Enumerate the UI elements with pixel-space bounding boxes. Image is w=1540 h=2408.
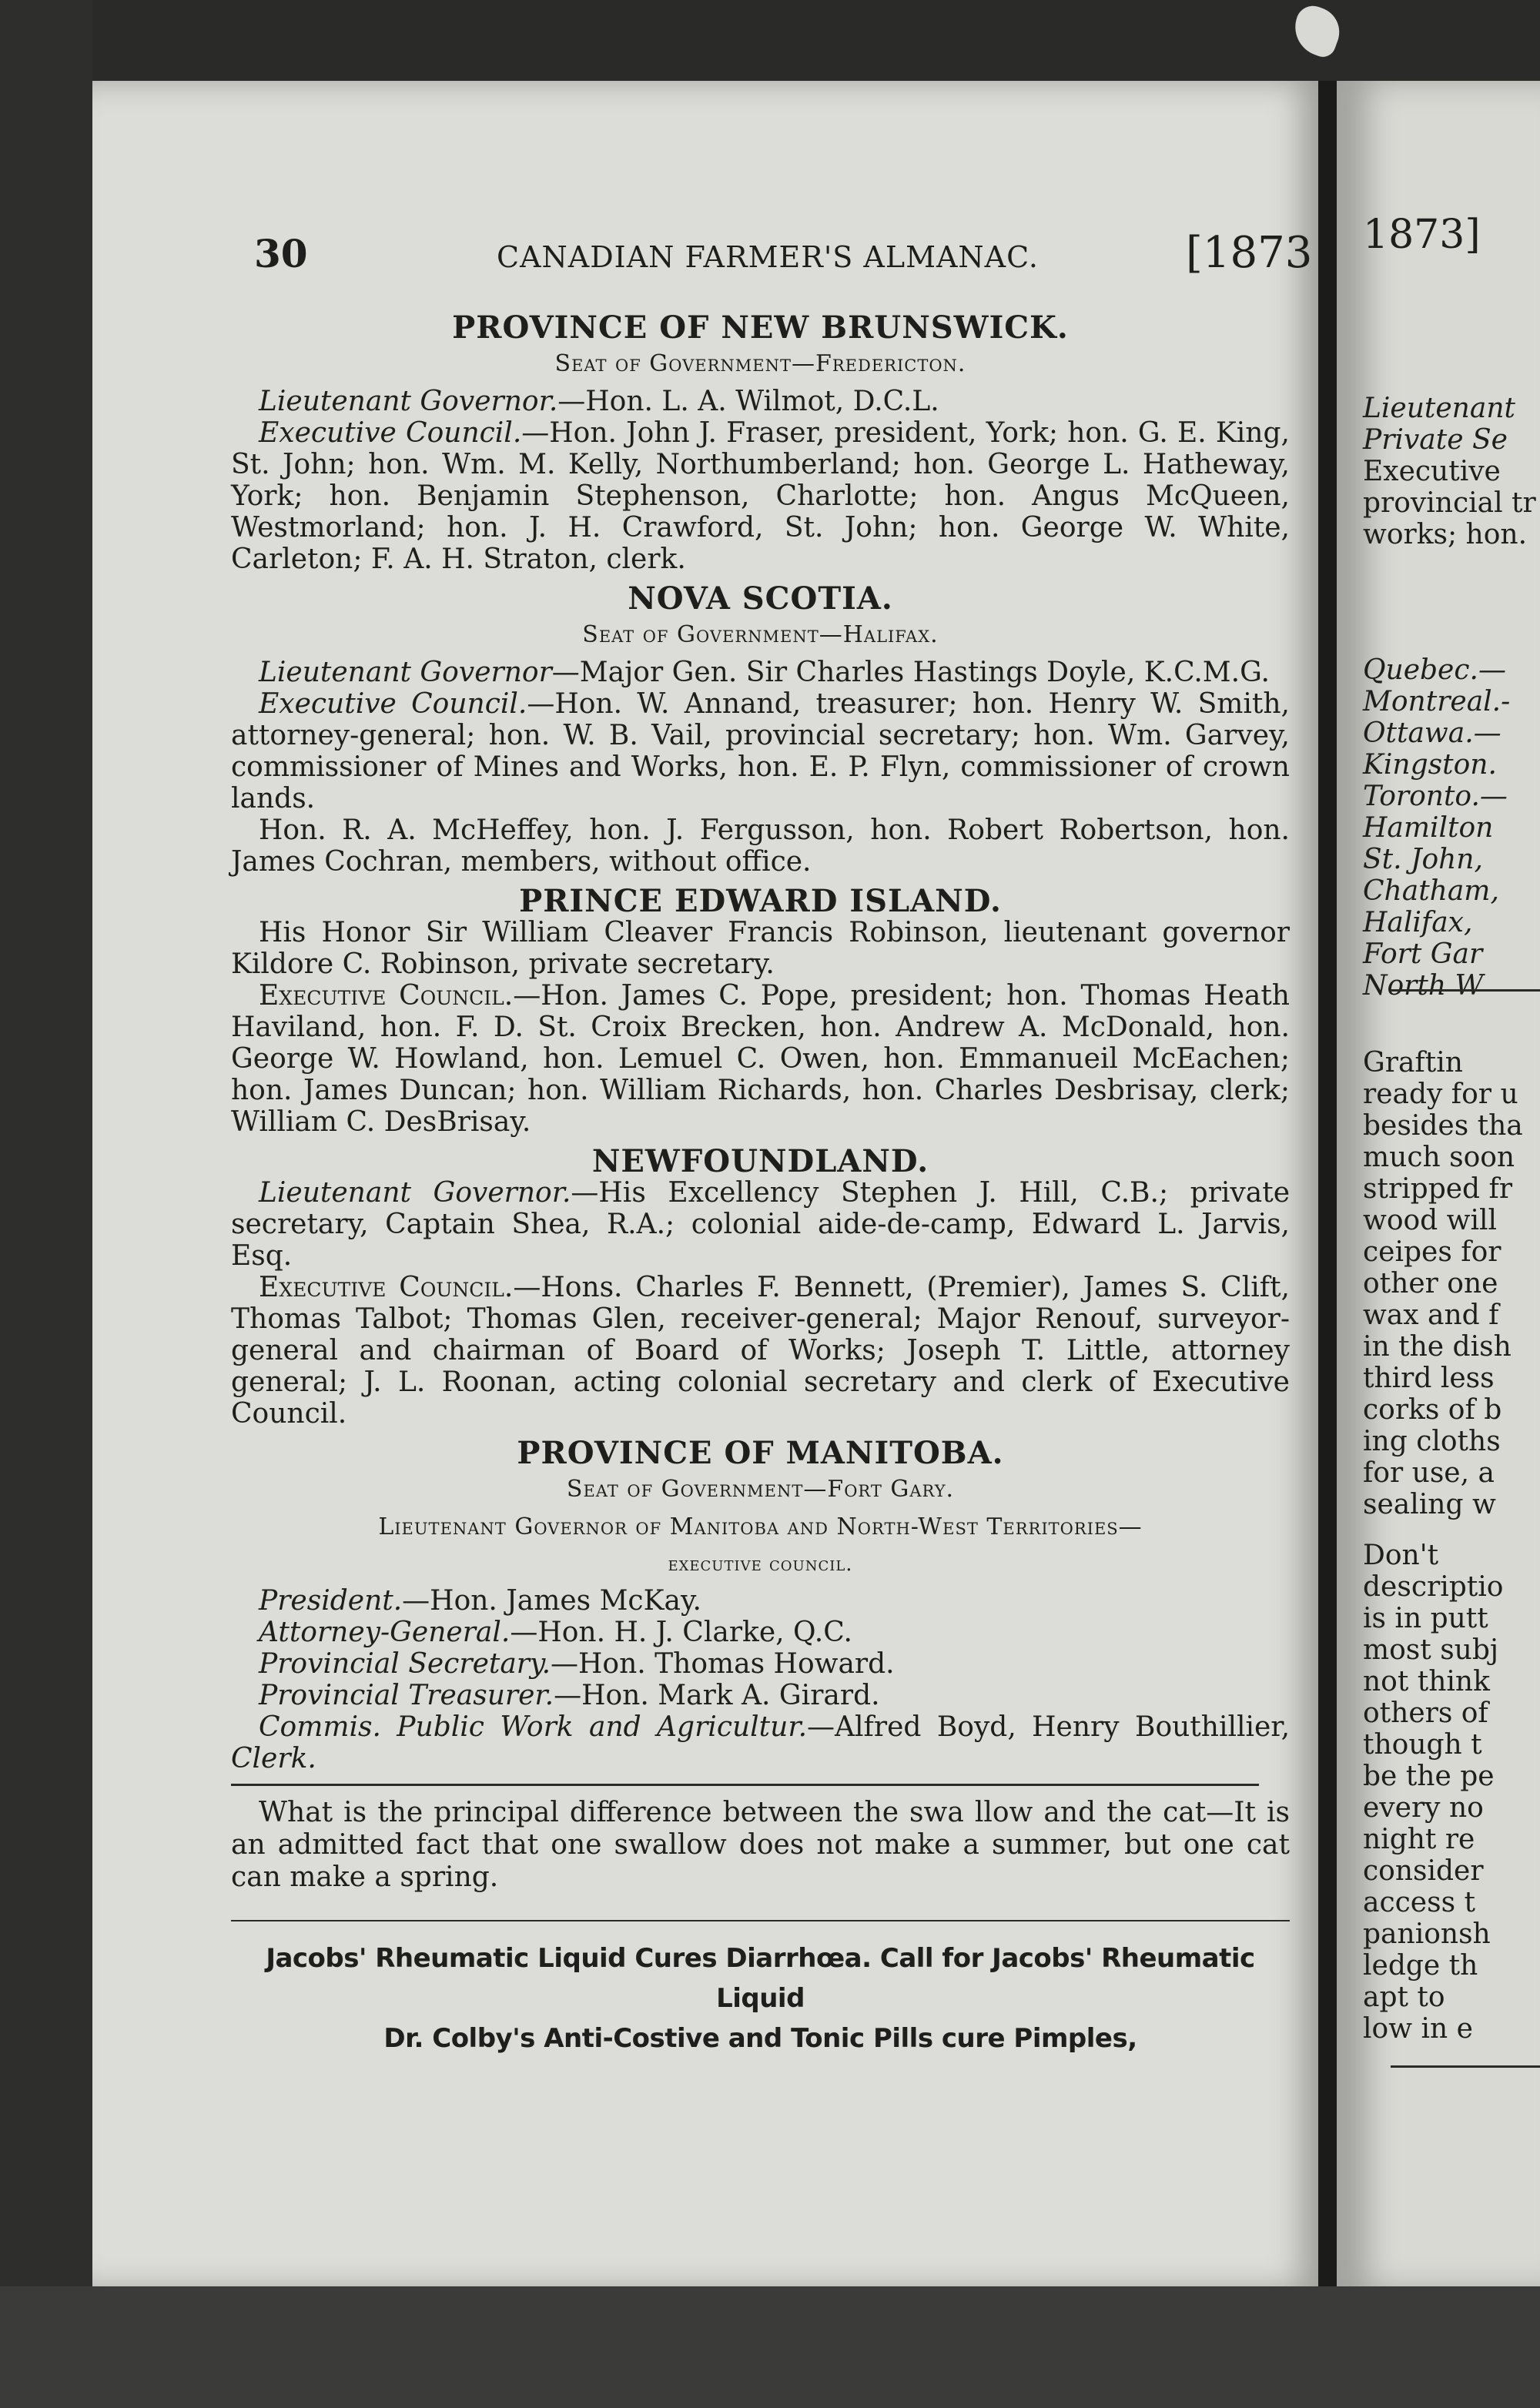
- role-label: Commis. Public Work and Agricultur.: [259, 1711, 808, 1743]
- left-page-content: [231, 309, 1291, 2059]
- right-page-line: apt to: [1363, 1982, 1445, 2013]
- right-page-rule-bottom: [1391, 2065, 1540, 2068]
- paragraph-text: Hon. R. A. McHeffey, hon. J. Fergusson, hon. Robert Robertson, hon. James Cochran, members, without office.: [231, 814, 1290, 878]
- paragraph-text: —His Excellency Stephen J. Hill, C.B.; private secretary, Captain Shea, R.A.; colonial aide-de-camp, Edward L. Jarvis, Esq.: [231, 1177, 1291, 1272]
- paragraph-text: —Hon. W. Annand, treasurer; hon. Henry W. Smith, attorney-general; hon. W. B. Vail, provincial secretary; hon. Wm. Garvey, commissioner of Mines and Works, hon. E. P. Flyn, commissioner of crown lands.: [231, 688, 1290, 814]
- role-label: Lieutenant Governor.: [259, 1177, 571, 1209]
- section-subtitle2: Lieutenant Governor of Manitoba and North-West Territories—: [378, 1513, 1143, 1540]
- role-label: Provincial Treasurer.: [259, 1680, 554, 1711]
- right-page-line: wax and f: [1363, 1299, 1499, 1331]
- paragraph: [231, 1272, 1290, 1430]
- role-label: President.: [259, 1585, 403, 1617]
- paragraph: [231, 657, 1290, 688]
- right-page-line: North W: [1363, 970, 1484, 1002]
- joke: [231, 1797, 1290, 1894]
- right-page-line: Private Se: [1363, 424, 1508, 456]
- right-page-line: Hamilton: [1363, 812, 1494, 844]
- role-label: Executive Council.: [259, 417, 522, 449]
- ad-rule: [231, 1920, 1290, 1921]
- right-page-line: for use, a: [1363, 1457, 1495, 1489]
- paragraph: [231, 1617, 1290, 1648]
- right-page-year: 1873]: [1363, 212, 1481, 258]
- right-page-line: Lieutenant: [1363, 393, 1515, 424]
- paragraph: [231, 1585, 1290, 1617]
- section-title: PROVINCE OF NEW BRUNSWICK.: [452, 309, 1069, 346]
- role-label: Clerk.: [231, 1743, 316, 1774]
- right-page-line: Kingston.: [1363, 749, 1497, 781]
- scan-margin-left: [0, 0, 92, 2408]
- paragraph: [231, 688, 1290, 814]
- running-title: CANADIAN FARMER'S ALMANAC.: [497, 240, 1039, 274]
- right-page-line: night re: [1363, 1824, 1475, 1855]
- book-gutter: [1318, 81, 1337, 2290]
- paragraph: [231, 417, 1290, 575]
- paragraph-text: —Hon. Mark A. Girard.: [554, 1680, 880, 1711]
- section-subtitle3: executive council.: [668, 1553, 853, 1576]
- paragraph: [231, 1177, 1290, 1272]
- advertisement-line-1: Jacobs' Rheumatic Liquid Cures Diarrhœa. Call for Jacobs' Rheumatic Liquid: [266, 1943, 1255, 2014]
- paragraph-text: —Hons. Charles F. Bennett, (Premier), James S. Clift, Thomas Talbot; Thomas Glen, receiver-general; Major Renouf, surveyor-general and chairman of Board of Works; Joseph T. Little, attorney general; J. L. Roonan, acting colonial secretary and clerk of Executive Council.: [231, 1272, 1290, 1430]
- right-page-line: St. John,: [1363, 844, 1483, 875]
- right-page-rule: [1391, 989, 1540, 992]
- paragraph: [231, 386, 1290, 417]
- section-subtitle: Seat of Government—Fredericton.: [554, 350, 966, 377]
- right-page-line: Graftin: [1363, 1047, 1463, 1079]
- right-page-line: third less: [1363, 1363, 1495, 1394]
- right-page-line: in the dish: [1363, 1331, 1512, 1363]
- paragraph: [231, 980, 1290, 1138]
- right-page: [1337, 81, 1540, 2290]
- paragraph-text: —Hon. H. J. Clarke, Q.C.: [510, 1617, 852, 1648]
- role-label: Executive Council.: [259, 1272, 514, 1303]
- page-number: 30: [254, 231, 308, 276]
- right-page-line: provincial tr: [1363, 487, 1536, 519]
- right-page-line: not think: [1363, 1666, 1490, 1697]
- role-label: Lieutenant Governor: [259, 657, 552, 688]
- right-page-line: Don't: [1363, 1540, 1439, 1571]
- paragraph: [231, 814, 1290, 878]
- right-page-line: low in e: [1363, 2013, 1473, 2045]
- paragraph-text: —Hon. L. A. Wilmot, D.C.L.: [557, 386, 939, 417]
- right-page-line: descriptio: [1363, 1571, 1504, 1603]
- paragraph: [231, 917, 1290, 980]
- right-page-line: Fort Gar: [1363, 938, 1483, 970]
- right-page-line: access t: [1363, 1887, 1475, 1918]
- role-label: Executive Council.: [259, 980, 514, 1012]
- section-rule: [231, 1784, 1259, 1786]
- right-page-line: consider: [1363, 1855, 1484, 1887]
- section: [231, 1145, 1290, 1430]
- section: [231, 580, 1290, 878]
- header-year: [1873: [1186, 228, 1313, 278]
- right-page-line: works; hon.: [1363, 519, 1528, 550]
- right-page-line: ledge th: [1363, 1950, 1478, 1982]
- paragraph-text: His Honor Sir William Cleaver Francis Robinson, lieutenant governor Kildore C. Robinson, private secretary.: [231, 917, 1290, 980]
- right-page-line: other one: [1363, 1268, 1498, 1299]
- right-page-line: ready for u: [1363, 1079, 1518, 1110]
- role-label: Executive Council.: [259, 688, 527, 720]
- right-page-line: others of: [1363, 1697, 1488, 1729]
- right-page-line: every no: [1363, 1792, 1484, 1824]
- right-page-line: though t: [1363, 1729, 1482, 1761]
- right-page-line: besides tha: [1363, 1110, 1523, 1142]
- section-subtitle: Seat of Government—Halifax.: [582, 621, 939, 648]
- right-page-line: ceipes for: [1363, 1236, 1502, 1268]
- section: [231, 1437, 1290, 1774]
- section-subtitle: Seat of Government—Fort Gary.: [566, 1476, 955, 1503]
- scan-margin-bottom: [0, 2286, 1540, 2408]
- joke-text: What is the principal difference between the swa llow and the cat—It is an admitted fact that one swallow does not make a summer, but one cat can make a spring.: [231, 1797, 1290, 1893]
- section-title: NOVA SCOTIA.: [628, 580, 893, 617]
- right-page-line: panionsh: [1363, 1918, 1491, 1950]
- paragraph-text: —Major Gen. Sir Charles Hastings Doyle, K.C.M.G.: [551, 657, 1270, 688]
- paragraph: [231, 1680, 1290, 1711]
- right-page-line: stripped fr: [1363, 1173, 1513, 1205]
- paragraph-text: —Hon. James McKay.: [402, 1585, 701, 1617]
- section-title: NEWFOUNDLAND.: [591, 1143, 929, 1179]
- section-title: PROVINCE OF MANITOBA.: [517, 1435, 1004, 1471]
- paragraph: [231, 1711, 1290, 1774]
- paragraph-text: —Hon. James C. Pope, president; hon. Thomas Heath Haviland, hon. F. D. St. Croix Brecken, hon. Andrew A. McDonald, hon. George W. Howland, hon. Lemuel C. Owen, hon. Emmanueil McEachen; hon. James Duncan; hon. William Richards, hon. Charles Desbrisay, clerk; William C. DesBrisay.: [231, 980, 1290, 1138]
- right-page-line: sealing w: [1363, 1489, 1496, 1520]
- role-label: Lieutenant Governor.: [259, 386, 558, 417]
- right-page-line: most subj: [1363, 1634, 1499, 1666]
- right-page-line: much soon: [1363, 1142, 1515, 1173]
- right-page-line: ing cloths: [1363, 1426, 1501, 1457]
- role-label: Attorney-General.: [259, 1617, 511, 1648]
- paragraph-text: —Hon. Thomas Howard.: [551, 1648, 895, 1680]
- advertisement-line-2: Dr. Colby's Anti-Costive and Tonic Pills cure Pimples,: [383, 2023, 1137, 2054]
- right-page-line: corks of b: [1363, 1394, 1502, 1426]
- paragraph-text: —Hon. John J. Fraser, president, York; hon. G. E. King, St. John; hon. Wm. M. Kelly, Northumberland; hon. George L. Hatheway, York; hon. Benjamin Stephenson, Charlotte; hon. Angus McQueen, Westmorland; hon. J. H. Crawford, St. John; hon. George W. White, Carleton; F. A. H. Straton, clerk.: [231, 417, 1290, 575]
- right-page-line: wood will: [1363, 1205, 1498, 1236]
- right-page-line: Ottawa.—: [1363, 717, 1502, 749]
- role-label: Provincial Secretary.: [259, 1648, 551, 1680]
- section-title: PRINCE EDWARD ISLAND.: [519, 883, 1002, 919]
- right-page-line: Chatham,: [1363, 875, 1499, 907]
- right-page-line: is in putt: [1363, 1603, 1488, 1634]
- section: [231, 885, 1290, 1138]
- right-page-line: Montreal.-: [1363, 686, 1511, 717]
- right-page-line: Halifax,: [1363, 907, 1473, 938]
- section: [231, 309, 1290, 575]
- right-page-line: be the pe: [1363, 1761, 1495, 1792]
- paragraph-text: —Alfred Boyd, Henry Bouthillier,: [807, 1711, 1291, 1743]
- sections: [231, 309, 1291, 1774]
- right-page-line: Quebec.—: [1363, 654, 1506, 686]
- right-page-line: Toronto.—: [1363, 781, 1508, 812]
- paragraph: [231, 1648, 1290, 1680]
- right-page-line: Executive: [1363, 456, 1501, 487]
